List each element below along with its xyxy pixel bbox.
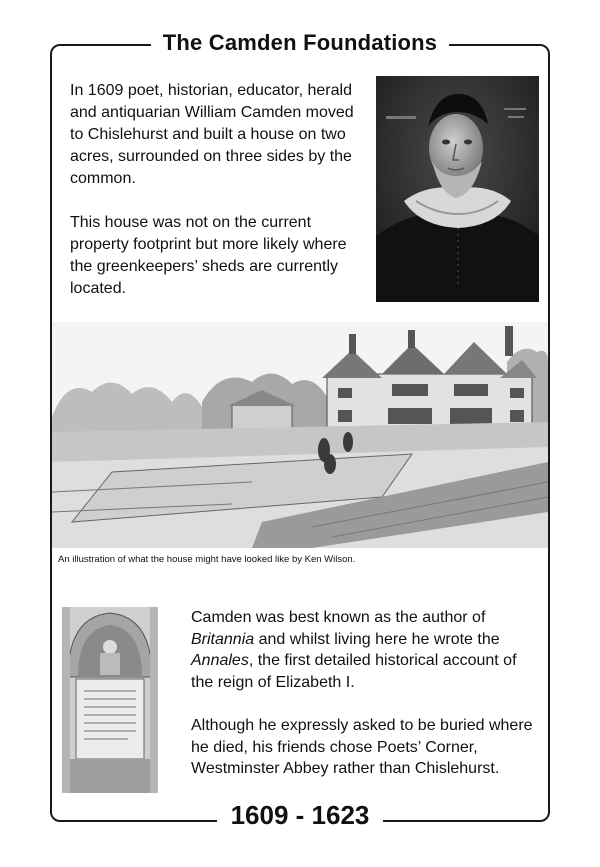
- footer-wrapper: [0, 800, 600, 831]
- house-illustration: [52, 322, 548, 548]
- memorial-drawing: [62, 607, 158, 793]
- memorial-image: [62, 607, 158, 793]
- page-title-wrapper: [0, 30, 600, 56]
- intro-paragraph-1: In 1609 poet, historian, educator, herald and antiquarian William Camden moved to Chislehurst and built a house on two acres, surrounded on three sides by the common.: [70, 82, 354, 187]
- intro-paragraph-2: This house was not on the current property footprint but more likely where the greenkeepers’ sheds are currently located.: [70, 214, 347, 297]
- britannia-title: Britannia: [191, 630, 255, 648]
- portrait-drawing: [376, 76, 539, 302]
- portrait-image: [376, 76, 539, 302]
- outro-text-part: and whilst living here he wrote the: [254, 630, 500, 648]
- outro-paragraph-2: Although he expressly asked to be buried where he died, his friends chose Poets’ Corner, Westminster Abbey rather than Chislehurst.: [191, 717, 533, 777]
- outro-text-part: Camden was best known as the author of: [191, 609, 486, 626]
- outro-text-part: , the first detailed historical account of the reign of Elizabeth I.: [191, 652, 517, 691]
- intro-text: [70, 80, 370, 322]
- page-title: The Camden Foundations: [151, 30, 450, 55]
- illustration-caption: An illustration of what the house might have looked like by Ken Wilson.: [58, 554, 356, 565]
- annales-title: Annales: [191, 652, 249, 669]
- house-drawing: [52, 322, 548, 548]
- outro-text: [191, 607, 536, 802]
- footer-dates: 1609 - 1623: [217, 800, 384, 830]
- outro-paragraph-1: [191, 607, 536, 693]
